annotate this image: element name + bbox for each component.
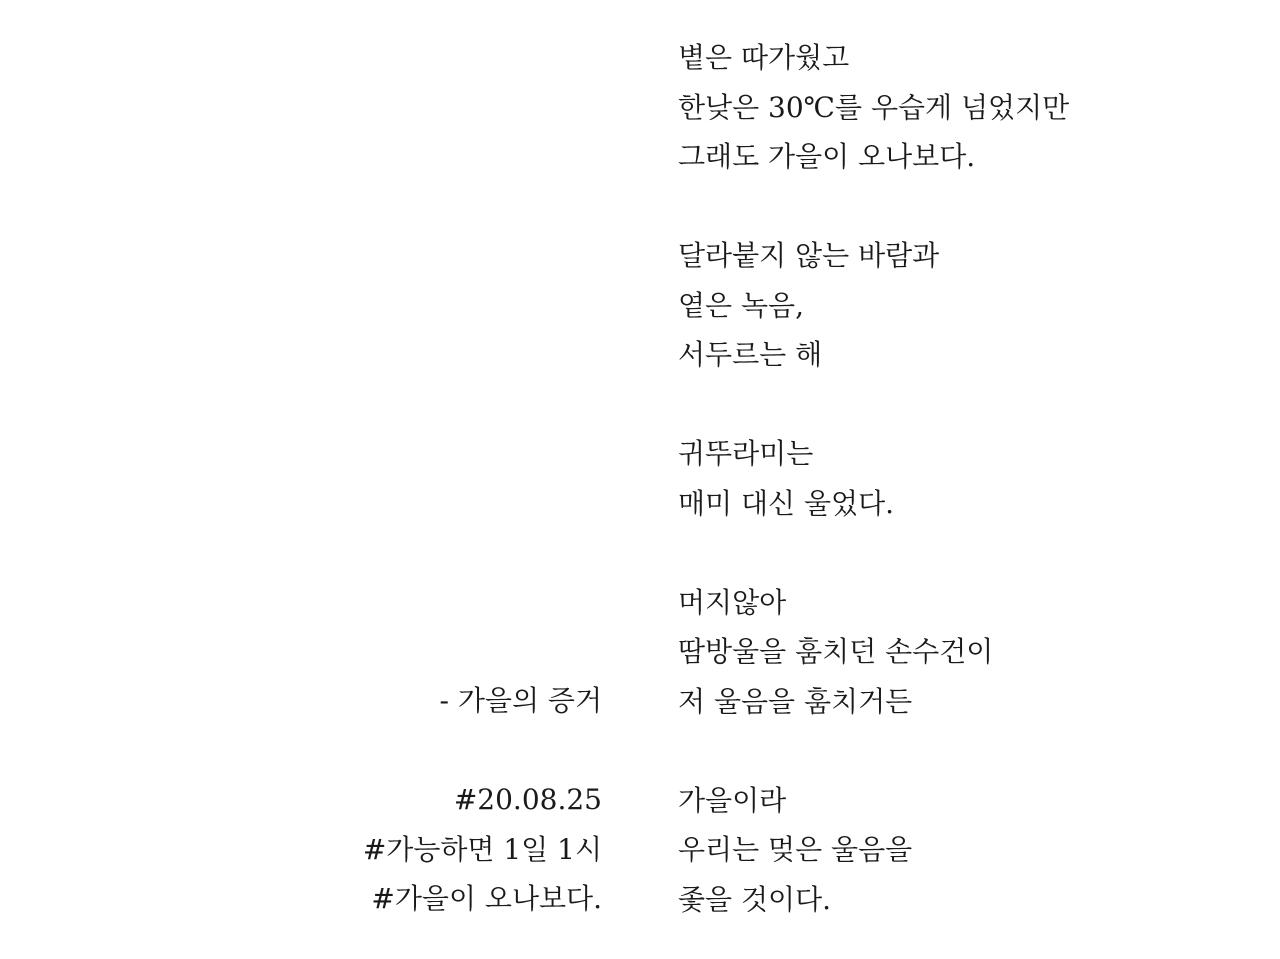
poem-line: 귀뚜라미는 [678, 437, 814, 470]
poem-title-text: - 가을의 증거 [439, 684, 602, 717]
stanza-break [678, 726, 1238, 776]
poem-line: 머지않아 [678, 585, 787, 619]
stanza-break [678, 380, 1238, 430]
poem-line: 그래도 가을이 오나보다. [678, 140, 976, 173]
stanza-4 [678, 578, 1238, 727]
poem-line: 매미 대신 울었다. [678, 486, 895, 520]
poem-body [678, 33, 1238, 924]
hashtag-list [182, 775, 602, 924]
hashtag: #가능하면 1일 1시 [362, 832, 602, 866]
poem-line: 땀방울을 훔치던 손수건이 [678, 635, 994, 668]
stanza-3 [678, 429, 1238, 528]
poem-line: 가을이라 [678, 783, 787, 817]
stanza-2 [678, 231, 1238, 380]
stanza-5 [678, 776, 1238, 925]
poem-line: 좇을 것이다. [678, 882, 832, 916]
poem-title [182, 676, 602, 726]
poem-line: 우리는 멎은 울음을 [678, 833, 913, 866]
poem-line: 서두르는 해 [678, 338, 823, 371]
poem-line: 볕은 따가웠고 [678, 41, 850, 74]
stanza-break [678, 528, 1238, 578]
stanza-break [678, 182, 1238, 232]
poem-line: 달라붙지 않는 바람과 [678, 239, 940, 272]
stanza-1 [678, 33, 1238, 182]
hashtag: #20.08.25 [453, 783, 602, 816]
hashtag: #가을이 오나보다. [371, 882, 602, 915]
poem-line: 옅은 녹음, [678, 288, 804, 322]
poem-line: 저 울음을 훔치거든 [678, 684, 913, 718]
poem-line: 한낮은 30℃를 우습게 넘었지만 [678, 90, 1070, 124]
